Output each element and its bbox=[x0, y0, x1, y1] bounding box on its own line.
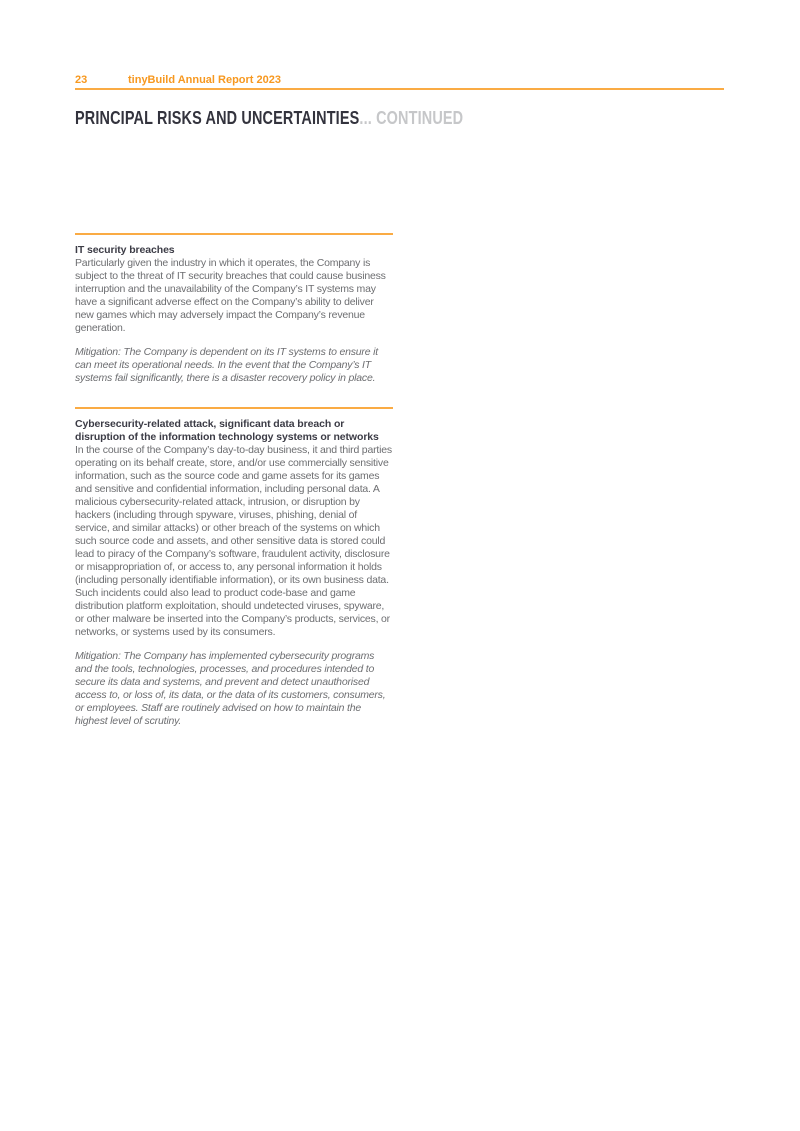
report-title: tinyBuild Annual Report 2023 bbox=[128, 74, 282, 86]
section-body: In the course of the Company’s day-to-day business, it and third parties operating on its behalf create, store, and/or use commercially sensitive information, such as the source code and game assets for its games and sensitive and confidential information, including personal data. A malicious cybersecurity-related attack, intrusion, or disruption by hackers (including through spyware, viruses, phishing, denial of service, and similar attacks) or other breach of the systems on which such source code and assets, and other sensitive data is stored could lead to piracy of the Company’s software, fraudulent activity, disclosure or misappropriation of, or access to, any personal information it holds (including personally identifiable information), or its own business data. Such incidents could also lead to product code-base and game distribution platform exploitation, should undetected viruses, spyware, or other malware be inserted into the Company’s products, services, or networks, or systems used by its consumers. bbox=[75, 444, 392, 638]
header-rule bbox=[75, 88, 724, 90]
section-rule bbox=[75, 407, 393, 409]
page-title-main: PRINCIPAL RISKS AND UNCERTAINTIES bbox=[75, 107, 360, 128]
section-mitigation: Mitigation: The Company has implemented cybersecurity programs and the tools, technologies, processes, and procedures intended to secure its data and systems, and prevent and detect unauthorised access to, or loss of, its data, or the data of its customers, consumers, or employees. Staff are routinely advised on how to maintain the highest level of scrutiny. bbox=[75, 650, 386, 727]
page-title bbox=[75, 109, 463, 127]
section-heading: IT security breaches bbox=[75, 244, 175, 256]
page-title-continued: ... CONTINUED bbox=[359, 107, 464, 128]
section-body: Particularly given the industry in which it operates, the Company is subject to the threat of IT security breaches that could cause business interruption and the unavailability of the Company’s IT systems may have a significant adverse effect on the Company’s ability to deliver new games which may adversely impact the Company’s revenue generation. bbox=[75, 257, 386, 334]
risk-section-cybersecurity-attack bbox=[75, 407, 393, 728]
section-heading: Cybersecurity-related attack, significant data breach or disruption of the information technology systems or networks bbox=[75, 418, 379, 443]
section-rule bbox=[75, 233, 393, 235]
running-header-row bbox=[75, 74, 724, 86]
page-number: 23 bbox=[75, 74, 88, 86]
running-header bbox=[75, 74, 724, 90]
risk-section-it-security-breaches bbox=[75, 233, 393, 385]
section-mitigation: Mitigation: The Company is dependent on its IT systems to ensure it can meet its operational needs. In the event that the Company’s IT systems fail significantly, there is a disaster recovery policy in place. bbox=[75, 346, 378, 384]
risk-sections-column bbox=[75, 233, 393, 728]
